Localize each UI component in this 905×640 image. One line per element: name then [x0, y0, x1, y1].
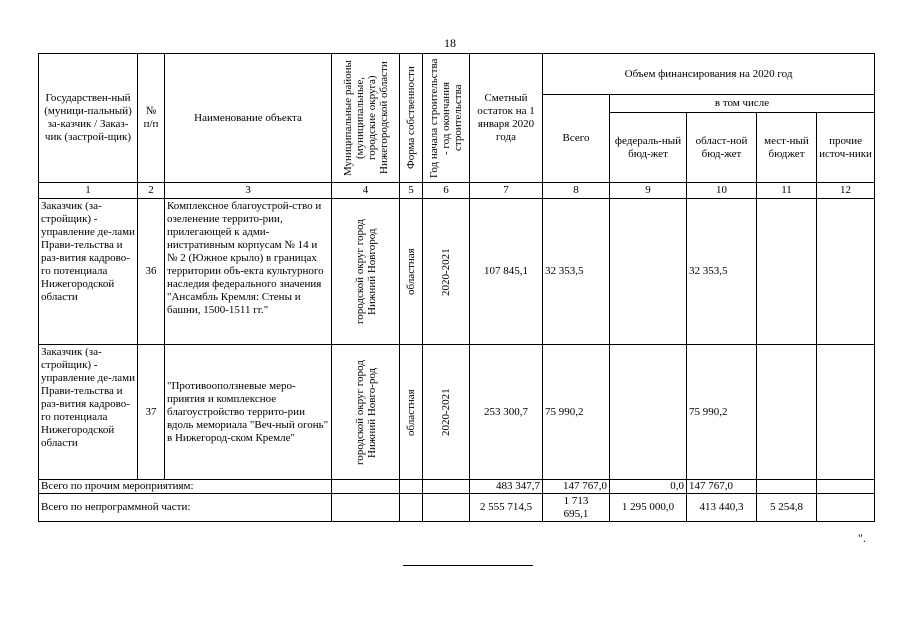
- header-estimated: Сметный остаток на 1 января 2020 года: [470, 54, 543, 183]
- header-federal: федераль-ный бюд-жет: [610, 113, 687, 183]
- row-federal: [610, 345, 687, 480]
- header-years: Год начала строительства - год окончания строительства: [428, 58, 464, 178]
- totals-total: 147 767,0: [543, 480, 610, 494]
- row-regional: 32 353,5: [687, 199, 757, 345]
- totals-federal: 0,0: [610, 480, 687, 494]
- totals-other: [817, 494, 875, 522]
- end-rule: [403, 565, 533, 566]
- header-customer: Государствен-ный (муници-пальный) за-казчик / Заказ-чик (застрой-щик): [39, 54, 138, 183]
- row-total: 75 990,2: [543, 345, 610, 480]
- header-local: мест-ный бюджет: [757, 113, 817, 183]
- row-customer: Заказчик (за-стройщик) - управление де-лами Прави-тельства и раз-вития кадрово-го потенциала Нижегородской области: [39, 345, 138, 480]
- column-number: 4: [332, 183, 400, 199]
- row-total: 32 353,5: [543, 199, 610, 345]
- row-local: [757, 345, 817, 480]
- totals-regional: 413 440,3: [687, 494, 757, 522]
- totals-local: [757, 480, 817, 494]
- totals-row: [39, 480, 875, 494]
- row-municipality: городской округ город Нижний Новгород: [353, 219, 378, 324]
- column-number: 6: [423, 183, 470, 199]
- row-years: 2020-2021: [440, 388, 452, 436]
- header-financing: Объем финансирования на 2020 год: [543, 54, 875, 95]
- row-estimated: 107 845,1: [470, 199, 543, 345]
- totals-local: 5 254,8: [757, 494, 817, 522]
- row-object-name: Комплексное благоустрой-ство и озеленение террито-рии, прилегающей к адми-нистративным корпусам № 14 и № 2 (Южное крыло) в границах территории объ-екта культурного наследия федерального значения "Ансамбль Кремля: Стены и башни, 1500-1511 гг.": [165, 199, 332, 345]
- row-object-name: "Противооползневые меро-приятия и комплексное благоустройство террито-рии вдоль мемориала "Веч-ный огонь" в Нижегород-ском Кремле": [165, 345, 332, 480]
- financing-table: [38, 53, 875, 522]
- column-number-row: [39, 183, 875, 199]
- header-including: в том числе: [610, 95, 875, 113]
- totals-label: Всего по непрограммной части:: [39, 494, 332, 522]
- totals-federal: 1 295 000,0: [610, 494, 687, 522]
- column-number: 3: [165, 183, 332, 199]
- table-row: [39, 345, 875, 480]
- row-federal: [610, 199, 687, 345]
- column-number: 2: [138, 183, 165, 199]
- row-ownership: областная: [405, 388, 417, 436]
- header-total: Всего: [543, 95, 610, 183]
- totals-total: 1 713 695,1: [543, 494, 610, 522]
- header-ownership: Форма собственности: [405, 66, 417, 170]
- column-number: 10: [687, 183, 757, 199]
- header-other: прочие источ-ники: [817, 113, 875, 183]
- closing-quote: ".: [858, 531, 866, 545]
- row-local: [757, 199, 817, 345]
- row-estimated: 253 300,7: [470, 345, 543, 480]
- row-other: [817, 199, 875, 345]
- row-num: 36: [138, 199, 165, 345]
- totals-regional: 147 767,0: [687, 480, 757, 494]
- column-number: 7: [470, 183, 543, 199]
- header-object-name: Наименование объекта: [165, 54, 332, 183]
- header-num: № п/п: [138, 54, 165, 183]
- row-years: 2020-2021: [440, 247, 452, 296]
- row-regional: 75 990,2: [687, 345, 757, 480]
- row-other: [817, 345, 875, 480]
- column-number: 5: [400, 183, 423, 199]
- column-number: 8: [543, 183, 610, 199]
- totals-other: [817, 480, 875, 494]
- header-municipality: Муниципальные районы (муниципальные, городские округа) Нижегородской области: [341, 60, 390, 176]
- row-ownership: областная: [405, 248, 417, 295]
- column-number: 12: [817, 183, 875, 199]
- header-regional: област-ной бюд-жет: [687, 113, 757, 183]
- totals-label: Всего по прочим мероприятиям:: [39, 480, 332, 494]
- column-number: 1: [39, 183, 138, 199]
- row-municipality: городской округ город Нижний Новго-род: [353, 359, 378, 465]
- column-number: 11: [757, 183, 817, 199]
- row-customer: Заказчик (за-стройщик) - управление де-лами Прави-тельства и раз-вития кадрово-го потенциала Нижегородской области: [39, 199, 138, 345]
- row-num: 37: [138, 345, 165, 480]
- totals-row: [39, 494, 875, 522]
- page-number: 18: [444, 36, 456, 50]
- totals-estimated: 483 347,7: [470, 480, 543, 494]
- totals-estimated: 2 555 714,5: [470, 494, 543, 522]
- column-number: 9: [610, 183, 687, 199]
- table-row: [39, 199, 875, 345]
